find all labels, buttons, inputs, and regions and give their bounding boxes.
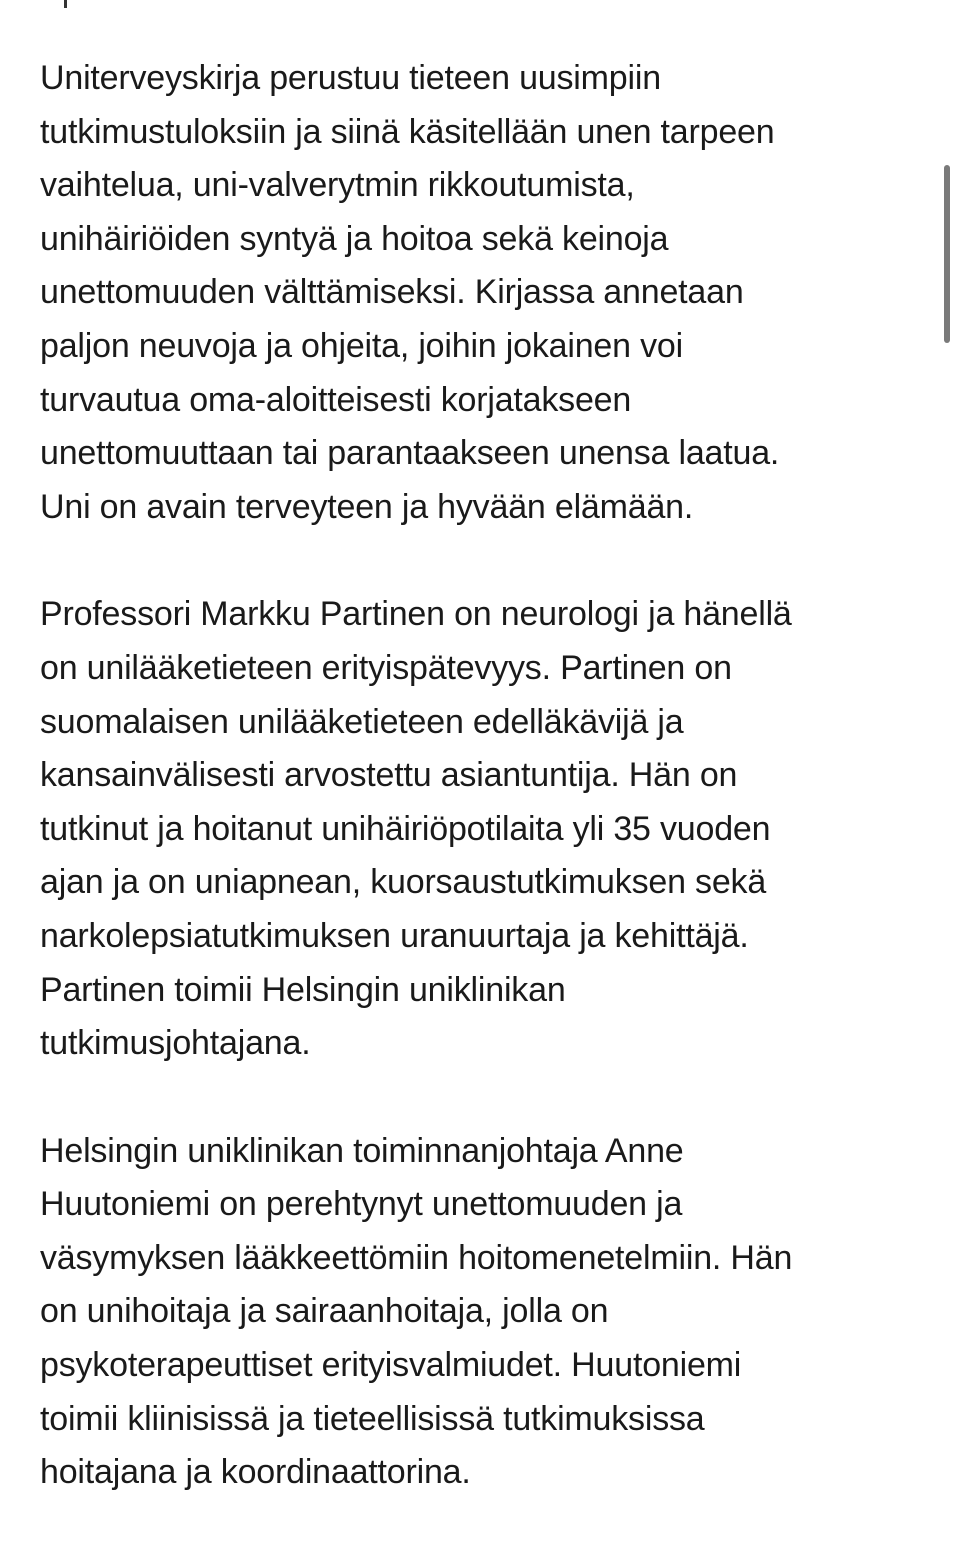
text-line: suomalaisen unilääketieteen edelläkävijä ja (40, 702, 684, 741)
text-line: on unilääketieteen erityispätevyys. Partinen on (40, 648, 732, 687)
text-line: kansainvälisesti arvostettu asiantuntija. Hän on (40, 756, 738, 795)
text-line: narkolepsiatutkimuksen uranuurtaja ja kehittäjä. (40, 916, 749, 955)
text-line: unettomuuden välttämiseksi. Kirjassa annetaan (40, 273, 744, 312)
text-line: tutkinut ja hoitanut unihäiriöpotilaita yli 35 vuoden (40, 809, 771, 848)
text-line: toimii kliinisissä ja tieteellisissä tutkimuksissa (40, 1399, 705, 1438)
text-line: väsymyksen lääkkeettömiin hoitomenetelmiin. Hän (40, 1238, 793, 1277)
paragraph-book-description (40, 52, 920, 534)
text-line: paljon neuvoja ja ohjeita, joihin jokainen voi (40, 326, 683, 365)
text-line: Professori Markku Partinen on neurologi ja hänellä (40, 595, 792, 634)
text-line: Uniterveyskirja perustuu tieteen uusimpiin (40, 59, 661, 97)
text-line: Helsingin uniklinikan toiminnanjohtaja Anne (40, 1131, 684, 1170)
text-cursor-fragment (64, 0, 67, 8)
paragraph-author-partinen (40, 588, 920, 1070)
text-line: vaihtelua, uni-valverytmin rikkoutumista, (40, 166, 635, 205)
text-line: unihäiriöiden syntyä ja hoitoa sekä keinoja (40, 219, 669, 258)
text-line: Partinen toimii Helsingin uniklinikan (40, 970, 566, 1009)
text-line: tutkimustuloksiin ja siinä käsitellään unen tarpeen (40, 112, 775, 151)
text-line: Huutoniemi on perehtynyt unettomuuden ja (40, 1185, 683, 1224)
text-line: psykoterapeuttiset erityisvalmiudet. Huutoniemi (40, 1346, 742, 1385)
article-body (40, 52, 920, 1554)
text-line: tutkimusjohtajana. (40, 1024, 311, 1063)
text-line: Uni on avain terveyteen ja hyvään elämään. (40, 487, 694, 526)
text-line: ajan ja on uniapnean, kuorsaustutkimuksen sekä (40, 863, 767, 902)
vertical-scrollbar[interactable] (944, 165, 950, 343)
text-line: unettomuuttaan tai parantaakseen unensa laatua. (40, 434, 780, 473)
text-line: hoitajana ja koordinaattorina. (40, 1453, 471, 1492)
text-line: turvautua oma-aloitteisesti korjatakseen (40, 380, 632, 419)
paragraph-author-huutoniemi (40, 1125, 920, 1500)
text-line: on unihoitaja ja sairaanhoitaja, jolla on (40, 1292, 609, 1331)
